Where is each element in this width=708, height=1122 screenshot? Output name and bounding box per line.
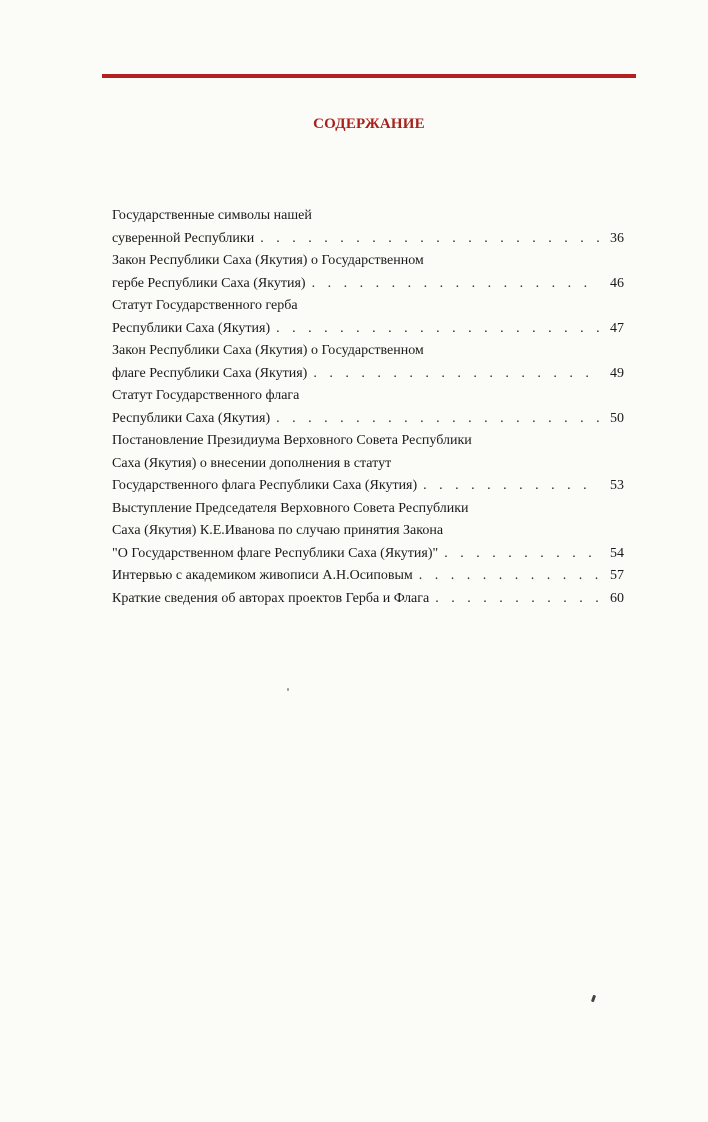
toc-entry-text: Краткие сведения об авторах проектов Герба и Флага bbox=[112, 590, 430, 606]
dot-leader bbox=[417, 475, 600, 498]
page-number: 50 bbox=[610, 410, 624, 426]
toc-entry-last-line bbox=[112, 475, 624, 498]
page-number: 46 bbox=[610, 275, 624, 291]
toc-entry-line bbox=[112, 295, 624, 318]
toc-entry-text: Государственные символы нашей bbox=[112, 208, 312, 223]
toc-entry-line bbox=[112, 250, 624, 273]
page-number: 47 bbox=[610, 320, 624, 336]
page-number: 54 bbox=[610, 545, 624, 561]
dot-leader bbox=[306, 273, 600, 296]
toc-entry bbox=[112, 205, 624, 250]
toc-entry bbox=[112, 430, 624, 498]
toc-entry-last-line bbox=[112, 565, 624, 588]
toc-entry-last-line bbox=[112, 363, 624, 386]
dot-leader bbox=[270, 408, 600, 431]
toc-entry-text: флаге Республики Саха (Якутия) bbox=[112, 365, 308, 381]
toc-entry-line bbox=[112, 520, 624, 543]
toc-entry-line bbox=[112, 385, 624, 408]
toc-entry-last-line bbox=[112, 543, 624, 566]
page-number: 57 bbox=[610, 568, 624, 583]
dot-leader bbox=[307, 363, 600, 386]
toc-entry-text: Постановление Президиума Верховного Совета Республики bbox=[112, 433, 472, 448]
toc-entry-text: Государственного флага Республики Саха (Якутия) bbox=[112, 478, 418, 493]
page-title: СОДЕРЖАНИЕ bbox=[313, 116, 425, 132]
toc-entry-text: Выступление Председателя Верховного Совета Республики bbox=[112, 500, 469, 516]
print-speck bbox=[591, 995, 596, 1003]
page-number: 60 bbox=[610, 590, 624, 606]
toc-entry bbox=[112, 565, 624, 588]
toc-entry-last-line bbox=[112, 228, 624, 251]
dot-leader bbox=[413, 565, 600, 588]
toc-entry-text: Республики Саха (Якутия) bbox=[112, 410, 271, 426]
toc-entry-line bbox=[112, 498, 624, 521]
toc-entry bbox=[112, 295, 624, 340]
toc-entry-line bbox=[112, 205, 624, 228]
toc-entry-line bbox=[112, 453, 624, 476]
print-speck bbox=[287, 688, 289, 691]
toc-entry-text: гербе Республики Саха (Якутия) bbox=[112, 275, 306, 291]
toc-entry-text: Закон Республики Саха (Якутия) о Государственном bbox=[112, 343, 424, 358]
toc-entry-line bbox=[112, 340, 624, 363]
toc-entry-line bbox=[112, 430, 624, 453]
toc-entry bbox=[112, 588, 624, 611]
toc-entry-text: Саха (Якутия) К.Е.Иванова по случаю принятия Закона bbox=[112, 523, 444, 538]
toc-entry-last-line bbox=[112, 318, 624, 341]
toc-entry-last-line bbox=[112, 408, 624, 431]
toc-entry-text: Статут Государственного флага bbox=[112, 388, 300, 403]
dot-leader bbox=[270, 318, 600, 341]
page-number: 53 bbox=[610, 478, 624, 493]
toc-entry-last-line bbox=[112, 588, 624, 611]
toc-entry bbox=[112, 385, 624, 430]
dot-leader bbox=[438, 543, 600, 566]
toc-entry-text: Республики Саха (Якутия) bbox=[112, 320, 271, 336]
toc-entry-text: Статут Государственного герба bbox=[112, 298, 298, 313]
page-number: 36 bbox=[610, 230, 624, 246]
toc-entry-text: Саха (Якутия) о внесении дополнения в статут bbox=[112, 455, 392, 471]
top-rule bbox=[102, 74, 636, 78]
dot-leader bbox=[429, 588, 600, 611]
toc-entry-last-line bbox=[112, 273, 624, 296]
dot-leader bbox=[254, 228, 600, 251]
table-of-contents bbox=[112, 205, 624, 610]
toc-entry-text: "О Государственном флаге Республики Саха (Якутия)" bbox=[112, 545, 439, 561]
toc-entry bbox=[112, 340, 624, 385]
toc-entry-text: Интервью с академиком живописи А.Н.Осиповым bbox=[112, 568, 413, 583]
toc-entry-text: Закон Республики Саха (Якутия) о Государственном bbox=[112, 253, 424, 268]
toc-entry bbox=[112, 498, 624, 566]
toc-entry bbox=[112, 250, 624, 295]
toc-entry-text: суверенной Республики bbox=[112, 230, 255, 246]
page-number: 49 bbox=[610, 365, 624, 381]
